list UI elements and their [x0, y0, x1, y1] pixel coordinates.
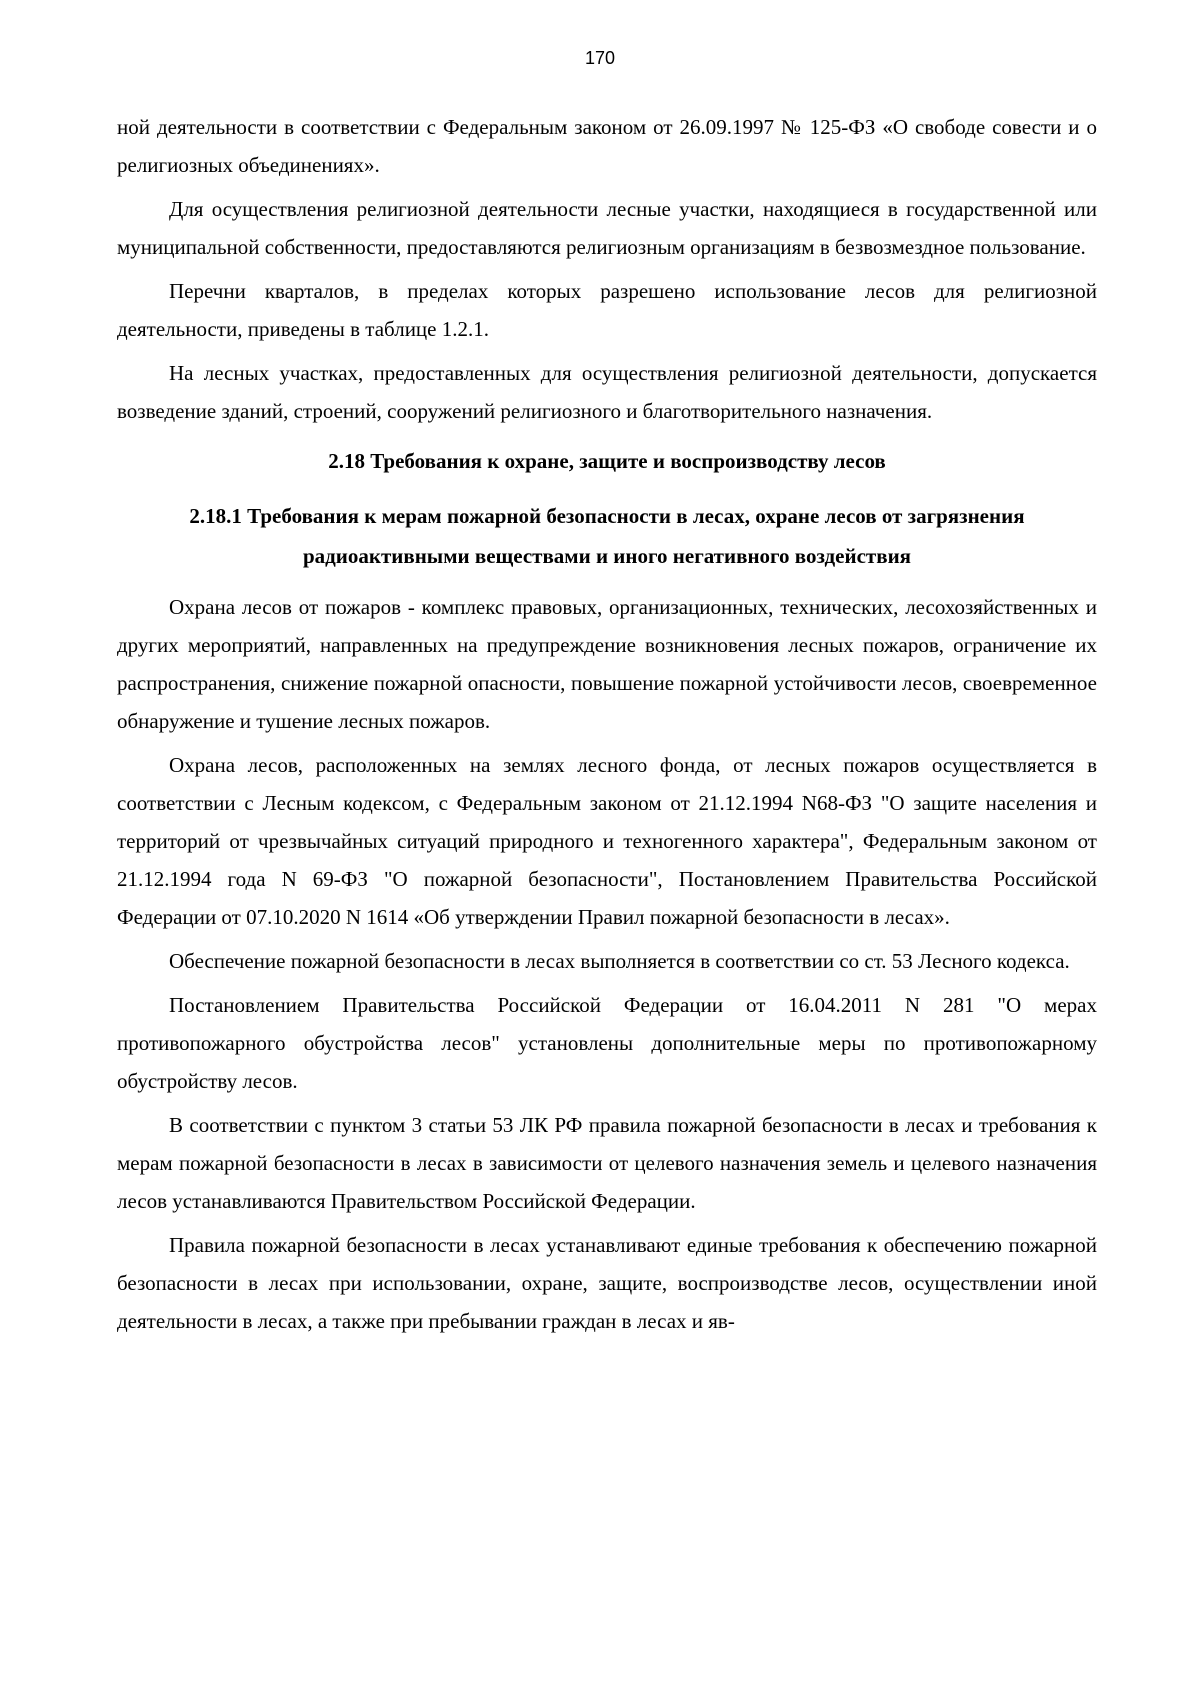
paragraph: Для осуществления религиозной деятельности лесные участки, находящиеся в государственной или муниципальной собственности, предоставляются религиозным организациям в безвозмездное пользование. — [117, 197, 1097, 259]
paragraph: Охрана лесов от пожаров - комплекс правовых, организационных, технических, лесохозяйственных и других мероприятий, направленных на предупреждение возникновения лесных пожаров, ограничение их распространения, снижение пожарной опасности, повышение пожарной устойчивости лесов, своевременное обнаружение и тушение лесных пожаров. — [117, 595, 1097, 733]
page-number: 170 — [584, 48, 616, 68]
document-body — [117, 108, 1097, 1346]
paragraph: В соответствии с пунктом 3 статьи 53 ЛК РФ правила пожарной безопасности в лесах и требования к мерам пожарной безопасности в лесах в зависимости от целевого назначения земель и целевого назначения лесов устанавливаются Правительством Российской Федерации. — [117, 1113, 1097, 1213]
paragraph: Перечни кварталов, в пределах которых разрешено использование лесов для религиозной деятельности, приведены в таблице 1.2.1. — [117, 279, 1097, 341]
paragraph: Обеспечение пожарной безопасности в лесах выполняется в соответствии со ст. 53 Лесного кодекса. — [169, 949, 1070, 973]
paragraph: Правила пожарной безопасности в лесах устанавливают единые требования к обеспечению пожарной безопасности в лесах при использовании, охране, защите, воспроизводстве лесов, осуществлении иной деятельности в лесах, а также при пребывании граждан в лесах и яв- — [117, 1233, 1097, 1333]
paragraph: Охрана лесов, расположенных на землях лесного фонда, от лесных пожаров осуществляется в соответствии с Лесным кодексом, с Федеральным законом от 21.12.1994 N68-ФЗ "О защите населения и территорий от чрезвычайных ситуаций природного и техногенного характера", Федеральным законом от 21.12.1994 года N 69-ФЗ "О пожарной безопасности", Постановлением Правительства Российской Федерации от 07.10.2020 N 1614 «Об утверждении Правил пожарной безопасности в лесах». — [117, 753, 1097, 929]
subsection-heading: 2.18.1 Требования к мерам пожарной безопасности в лесах, охране лесов от загрязнения радиоактивными веществами и иного негативного воздействия — [189, 504, 1025, 568]
paragraph: Постановлением Правительства Российской Федерации от 16.04.2011 N 281 "О мерах противопожарного обустройства лесов" установлены дополнительные меры по противопожарному обустройству лесов. — [117, 993, 1097, 1093]
paragraph: ной деятельности в соответствии с Федеральным законом от 26.09.1997 № 125-ФЗ «О свободе совести и о религиозных объединениях». — [117, 115, 1097, 177]
section-heading: 2.18 Требования к охране, защите и воспроизводству лесов — [328, 449, 886, 473]
paragraph: На лесных участках, предоставленных для осуществления религиозной деятельности, допускается возведение зданий, строений, сооружений религиозного и благотворительного назначения. — [117, 361, 1097, 423]
